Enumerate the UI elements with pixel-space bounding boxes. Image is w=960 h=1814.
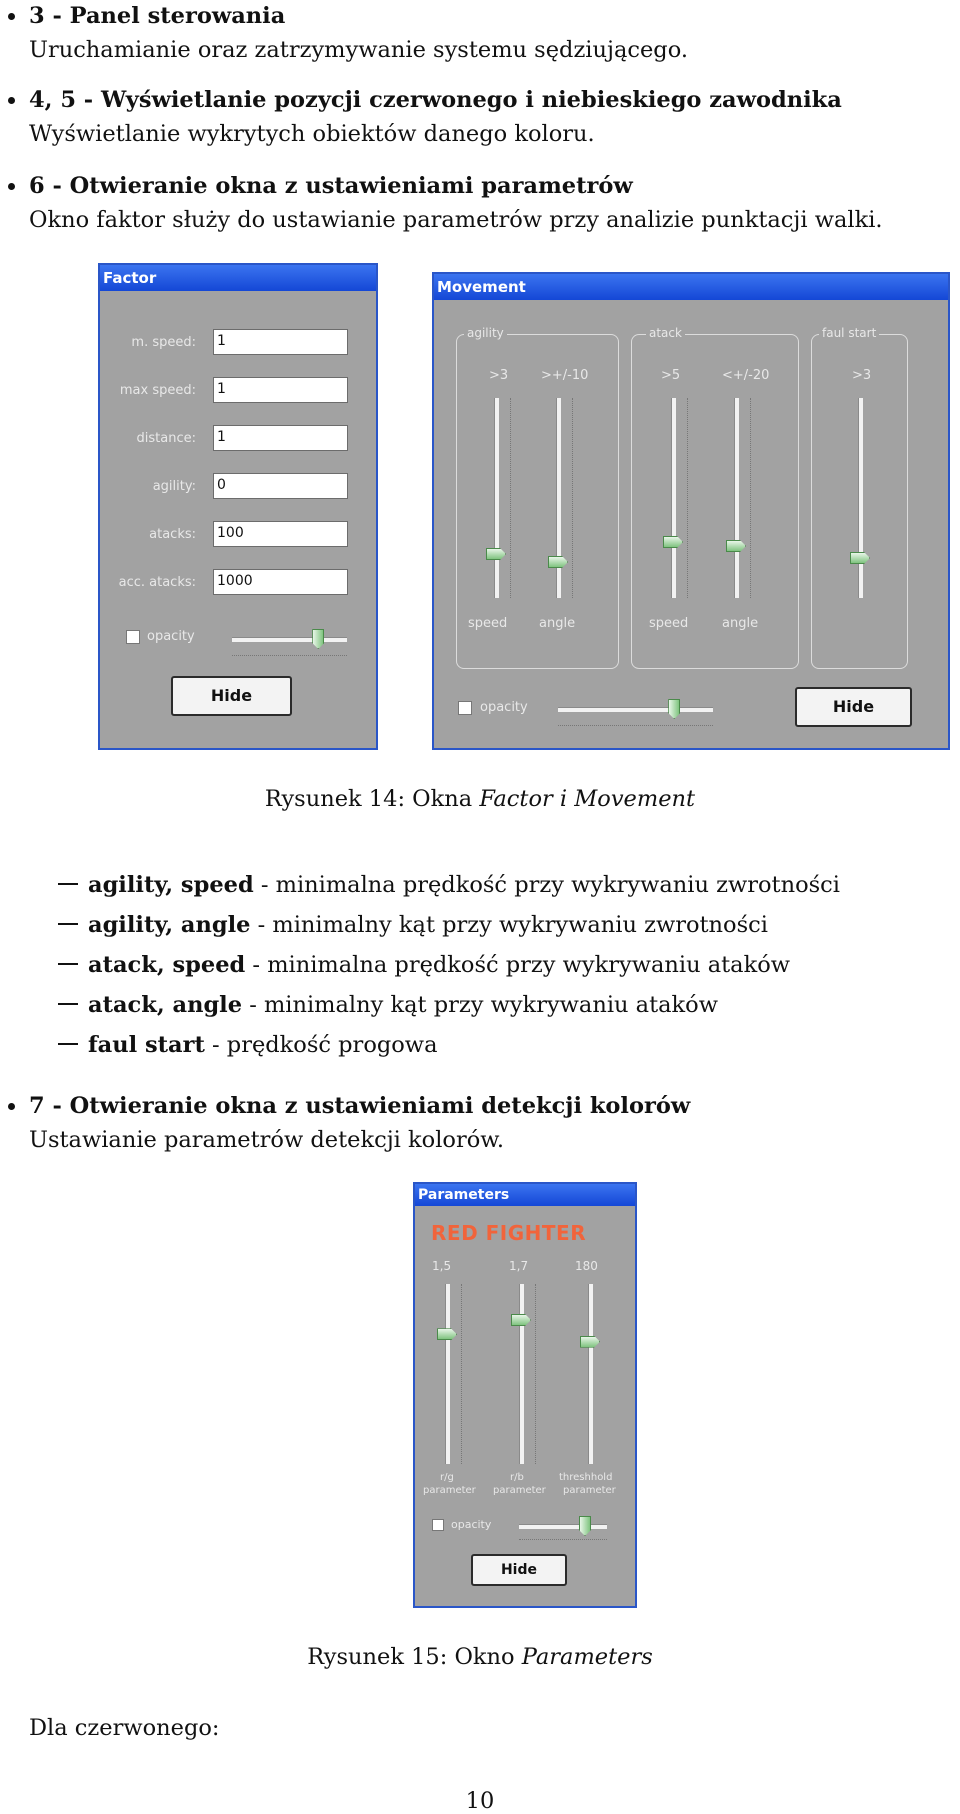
bullet-dot [8,1103,15,1110]
definition-item [58,1032,437,1058]
slider-bottom-label: r/g [440,1472,454,1483]
slider-top-label: >5 [661,368,681,383]
agility-angle-slider[interactable] [556,398,561,598]
opacity-label: opacity [147,629,195,644]
opacity-slider[interactable] [232,637,347,642]
definition-term: atack, angle [88,992,243,1018]
m-speed-field[interactable]: 1 [213,329,348,355]
group-label: faul start [819,326,879,340]
slider-bottom-label: parameter [423,1485,476,1496]
slider-ticks [510,398,511,598]
opacity-slider-thumb[interactable] [668,699,680,719]
dash-marker [58,963,78,965]
bullet-heading: 7 - Otwieranie okna z ustawieniami detekcji kolorów [29,1093,691,1119]
hide-button[interactable]: Hide [471,1554,567,1586]
factor-window-title: Factor [100,265,376,291]
atack-angle-slider[interactable] [734,398,739,598]
rb-parameter-thumb[interactable] [511,1314,531,1326]
red-fighter-heading: RED FIGHTER [431,1221,587,1245]
opacity-label: opacity [480,700,528,715]
bullet-body: Okno faktor służy do ustawianie parametrów przy analizie punktacji walki. [29,207,883,233]
slider-ticks [558,725,713,726]
bullet-heading: 4, 5 - Wyświetlanie pozycji czerwonego i niebieskiego zawodnika [29,87,842,113]
figure-caption [0,786,960,812]
caption-prefix: Rysunek 14: Okna [264,786,480,812]
field-label: acc. atacks: [118,575,196,590]
distance-field[interactable]: 1 [213,425,348,451]
slider-ticks [750,398,751,598]
bullet-dot [8,183,15,190]
bullet-body: Uruchamianie oraz zatrzymywanie systemu sędziującego. [29,37,689,63]
field-label: agility: [152,479,196,494]
field-label: max speed: [119,383,196,398]
threshhold-parameter-slider[interactable] [588,1284,593,1464]
opacity-slider[interactable] [519,1524,607,1529]
acc-atacks-field[interactable]: 1000 [213,569,348,595]
slider-bottom-label: r/b [510,1472,524,1483]
parameters-window-title: Parameters [415,1184,635,1206]
slider-top-label: 1,7 [509,1259,529,1273]
slider-bottom-label: angle [722,616,759,631]
slider-bottom-label: speed [649,616,689,631]
agility-field[interactable]: 0 [213,473,348,499]
slider-top-label: >3 [852,368,872,383]
slider-ticks [461,1284,462,1464]
opacity-label: opacity [451,1518,492,1531]
definition-desc: - prędkość progowa [204,1032,438,1058]
trailing-text: Dla czerwonego: [29,1715,220,1741]
slider-bottom-label: parameter [563,1485,616,1496]
opacity-slider[interactable] [558,707,713,712]
dash-marker [58,1003,78,1005]
slider-top-label: >3 [489,368,509,383]
group-label: atack [646,326,685,340]
movement-window-title: Movement [434,274,948,300]
definition-desc: - minimalny kąt przy wykrywaniu ataków [242,992,718,1018]
field-label: distance: [136,431,196,446]
slider-ticks [687,398,688,598]
dash-marker [58,1043,78,1045]
page-number: 10 [465,1788,495,1814]
slider-ticks [535,1284,536,1464]
bullet-body: Ustawianie parametrów detekcji kolorów. [29,1127,504,1153]
hide-button[interactable]: Hide [171,676,292,716]
slider-bottom-label: threshhold [559,1472,613,1483]
dash-marker [58,923,78,925]
definition-item [58,952,790,978]
factor-window [98,263,378,750]
slider-top-label: 180 [575,1259,598,1273]
agility-speed-slider[interactable] [494,398,499,598]
definition-term: atack, speed [88,952,246,978]
dash-marker [58,883,78,885]
hide-button[interactable]: Hide [795,687,912,727]
bullet-dot [8,97,15,104]
atack-speed-slider[interactable] [671,398,676,598]
definition-desc: - minimalny kąt przy wykrywaniu zwrotności [250,912,768,938]
slider-top-label: <+/-20 [722,368,770,383]
definition-term: agility, speed [88,872,254,898]
rb-parameter-slider[interactable] [519,1284,524,1464]
opacity-checkbox[interactable] [458,701,472,715]
slider-bottom-label: parameter [493,1485,546,1496]
field-label: atacks: [149,527,196,542]
opacity-slider-thumb[interactable] [579,1516,591,1536]
opacity-checkbox[interactable] [432,1519,444,1531]
group-label: agility [464,326,507,340]
rg-parameter-slider[interactable] [445,1284,450,1464]
figure-caption [0,1644,960,1670]
opacity-checkbox[interactable] [126,630,140,644]
movement-window [432,272,950,750]
max-speed-field[interactable]: 1 [213,377,348,403]
caption-italic: Factor i Movement [479,786,696,812]
opacity-slider-thumb[interactable] [312,629,324,649]
bullet-heading: 6 - Otwieranie okna z ustawieniami parametrów [29,173,633,199]
slider-top-label: >+/-10 [541,368,589,383]
definition-item [58,872,840,898]
bullet-dot [8,13,15,20]
slider-ticks [519,1539,607,1540]
definition-item [58,992,718,1018]
field-label: m. speed: [131,335,196,350]
faul-start-slider[interactable] [858,398,863,598]
bullet-heading: 3 - Panel sterowania [29,3,286,29]
atacks-field[interactable]: 100 [213,521,348,547]
definition-desc: - minimalna prędkość przy wykrywaniu ataków [245,952,791,978]
slider-top-label: 1,5 [432,1259,452,1273]
slider-bottom-label: speed [468,616,508,631]
slider-ticks [572,398,573,598]
parameters-window [413,1182,637,1608]
caption-italic: Parameters [521,1644,653,1670]
definition-term: agility, angle [88,912,251,938]
definition-desc: - minimalna prędkość przy wykrywaniu zwrotności [253,872,840,898]
slider-ticks [232,655,347,656]
threshhold-parameter-thumb[interactable] [580,1336,600,1348]
definition-term: faul start [88,1032,205,1058]
definition-item [58,912,768,938]
slider-bottom-label: angle [539,616,576,631]
bullet-body: Wyświetlanie wykrytych obiektów danego koloru. [29,121,595,147]
rg-parameter-thumb[interactable] [437,1328,457,1340]
caption-prefix: Rysunek 15: Okno [307,1644,522,1670]
